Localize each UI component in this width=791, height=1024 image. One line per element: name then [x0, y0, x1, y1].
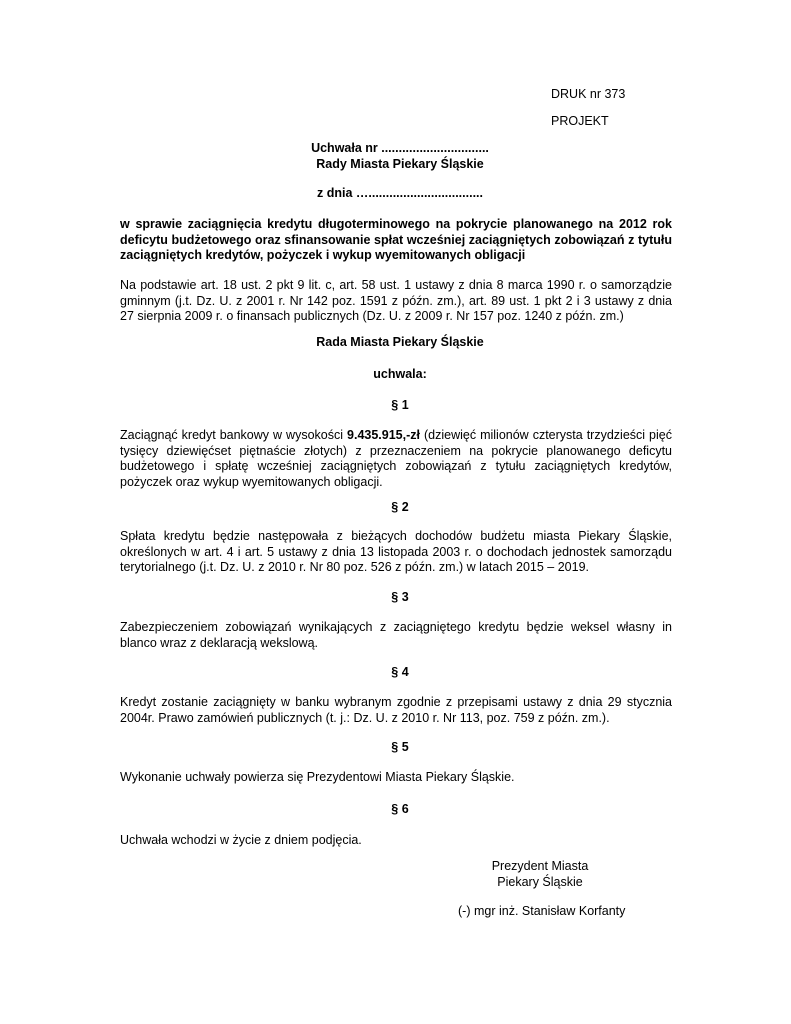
resolution-subject: w sprawie zaciągnięcia kredytu długoterminowego na pokrycie planowanego na 2012 rok deficytu budżetowego oraz sfinansowanie spłat wcześniej zaciągniętych zobowiązań z tytułu zaciągniętych kredytów, pożyczek i wykup wyemitowanych obligacji	[120, 217, 672, 262]
resolution-title	[200, 141, 600, 172]
resolution-number: Uchwała nr ...............................	[311, 141, 489, 155]
resolution-date: z dnia ….................................	[317, 186, 483, 200]
signature-block	[440, 859, 640, 890]
resolves-heading: uchwala:	[373, 367, 427, 381]
section-3-heading: § 3	[391, 590, 409, 604]
section-6-text: Uchwała wchodzi w życie z dniem podjęcia.	[120, 833, 362, 847]
council-heading: Rada Miasta Piekary Śląskie	[316, 335, 484, 349]
loan-amount: 9.435.915,-zł	[347, 428, 420, 442]
section-4-text: Kredyt zostanie zaciągnięty w banku wybranym zgodnie z przepisami ustawy z dnia 29 stycznia 2004r. Prawo zamówień publicznych (t. j.: Dz. U. z 2010 r. Nr 113, poz. 759 z późn. zm.).	[120, 695, 672, 725]
section-1-text	[120, 428, 672, 490]
section-1-heading: § 1	[391, 398, 409, 412]
council-name: Rady Miasta Piekary Śląskie	[316, 156, 484, 171]
signature-title: Prezydent Miasta	[491, 859, 589, 873]
signature-city: Piekary Śląskie	[497, 874, 583, 889]
section-3-text: Zabezpieczeniem zobowiązań wynikających z zaciągniętego kredytu będzie weksel własny in blanco wraz z deklaracją wekslową.	[120, 620, 672, 650]
section-2-text: Spłata kredytu będzie następowała z bieżących dochodów budżetu miasta Piekary Śląskie, określonych w art. 4 i art. 5 ustawy z dnia 13 listopada 2003 r. o dochodach jednostek samorządu terytorialnego (j.t. Dz. U. z 2010 r. Nr 80 poz. 526 z późn. zm.) w latach 2015 – 2019.	[120, 529, 672, 574]
section-2-heading: § 2	[391, 500, 409, 514]
projekt-label: PROJEKT	[551, 114, 609, 128]
section-1-text-after: (dziewięć milionów czterysta trzydzieści pięć tysięcy dziewięćset piętnaście złotych) z przeznaczeniem na pokrycie planowanego deficytu budżetowego i spłatę wcześniej zaciągniętych zobowiązań z tytułu zaciągniętych kredytów, pożyczek oraz wykup wyemitowanych obligacji.	[120, 428, 672, 489]
section-6-heading: § 6	[391, 802, 409, 816]
section-5-heading: § 5	[391, 740, 409, 754]
section-1-text-before: Zaciągnąć kredyt bankowy w wysokości	[120, 428, 348, 442]
signature-name: (-) mgr inż. Stanisław Korfanty	[458, 904, 626, 918]
druk-number: DRUK nr 373	[551, 87, 626, 101]
legal-basis: Na podstawie art. 18 ust. 2 pkt 9 lit. c, art. 58 ust. 1 ustawy z dnia 8 marca 1990 r. o samorządzie gminnym (j.t. Dz. U. z 2001 r. Nr 142 poz. 1591 z późn. zm.), art. 89 ust. 1 pkt 2 i 3 ustawy z dnia 27 sierpnia 2009 r. o finansach publicznych (Dz. U. z 2009 r. Nr 157 poz. 1240 z późn. zm.)	[120, 278, 672, 323]
section-4-heading: § 4	[391, 665, 409, 679]
section-5-text: Wykonanie uchwały powierza się Prezydentowi Miasta Piekary Śląskie.	[120, 770, 515, 784]
